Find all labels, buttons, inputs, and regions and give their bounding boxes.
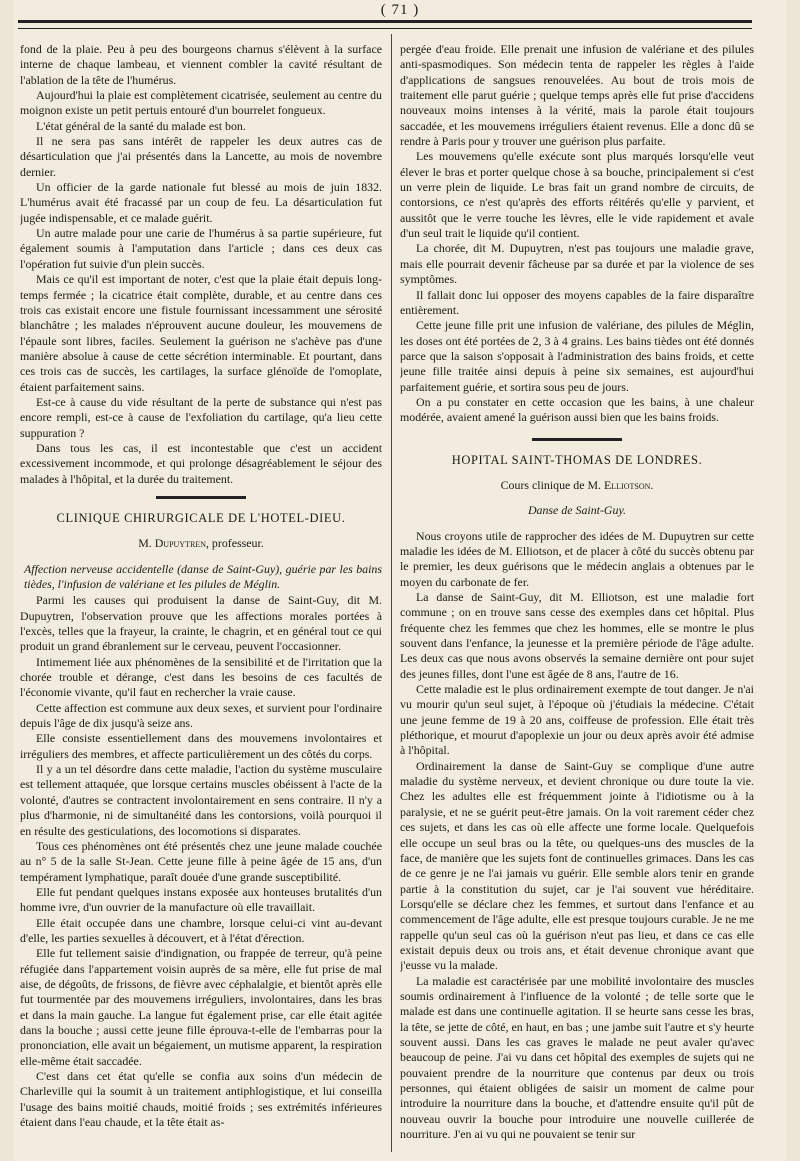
course-title: Cours clinique de M. — [500, 477, 604, 492]
paragraph: Aujourd'hui la plaie est complètement cicatrisée, seulement au centre du moignon existe un petit pertuis entouré d'un bourrelet fongueux. — [20, 88, 382, 118]
paragraph: Est-ce à cause du vide résultant de la perte de substance qui n'est pas encore rempli, est-ce à cause de l'exfoliation du cartilage, qu'a lieu cette suppuration ? — [20, 394, 382, 440]
topic-heading: Danse de Saint-Guy. — [527, 503, 627, 518]
newspaper-page — [14, 0, 786, 1161]
professor-name: M. Dupuytren — [138, 536, 206, 551]
professor-line — [20, 536, 382, 551]
paragraph: Intimement liée aux phénomènes de la sensibilité et de l'irritation que la chorée trouble et dérange, c'est dans les besoins de ces facultés de l'économie vivante, qu'il faut en rechercher la vraie cause. — [20, 654, 382, 700]
paragraph: Un officier de la garde nationale fut blessé au mois de juin 1832. L'humérus avait été fracassé par un coup de feu. La désarticulation fut jugée indispensable, et ce malade guérit. — [20, 180, 382, 225]
section-title-hopital: HOPITAL SAINT-THOMAS DE LONDRES. — [451, 452, 703, 467]
case-title: Affection nerveuse accidentelle (danse de Saint-Guy), guérie par les bains tièdes, l'infusion de valériane et les pilules de Méglin. — [24, 561, 382, 591]
paragraph: Elle fut tellement saisie d'indignation, ou frappée de terreur, qu'à peine réfugiée dans l'appartement voisin auprès de sa mère, elle fut prise de mal aise, de dégoûts, de frissons, de fièvre avec céphalalgie, et bientôt après elle fut tourmentée par des mouvemens irréguliers, involontaires, dans les bras et dans la main gauche. La langue fut également prise, car elle était agitée dans la bouche ; aussi cette jeune fille éprouva-t-elle de l'embarras pour la prononciation, elle avait un bégaiement, un mutisme apparent, la respiration elle-même était saccadée. — [20, 946, 382, 1068]
course-name: Elliotson — [604, 477, 651, 492]
paragraph: fond de la plaie. Peu à peu des bourgeons charnus s'élèvent à la surface interne de chaque lambeau, et viennent combler la cavité résultant de l'ablation de la tête de l'humérus. — [20, 42, 382, 87]
section-title-clinique: CLINIQUE CHIRURGICALE DE L'HOTEL-DIEU. — [56, 510, 346, 525]
paragraph: pergée d'eau froide. Elle prenait une infusion de valériane et des pilules anti-spasmodiques. Son médecin tenta de rappeler les règles à l'aide d'applications de sangsues renouvelées. Au bout de trois mois de traitement elle parut guérie ; quelque temps après elle fut prise d'accidens nouveaux moins intenses à la vérité, mais la parole était toujours saccadée, et les mouvemens irréguliers étaient revenus. Elle a donc dû se rendre à Paris pour y trouver une guérison plus parfaite. — [400, 42, 754, 149]
paragraph: Elle fut pendant quelques instans exposée aux honteuses brutalités d'un homme ivre, d'un ouvrier de la manufacture où elle travaillait. — [20, 884, 382, 915]
paragraph: Cette jeune fille prit une infusion de valériane, des pilules de Méglin, les doses ont été portées de 2, 3 à 4 grains. Les bains tièdes ont été donnés parce que la saison s'opposait à l'administration des bains froids, et cette jeune fille traitée ainsi depuis à peine six semaines, est aujourd'hui parfaitement guérie, et sortira sous peu de jours. — [400, 318, 754, 394]
paragraph: L'état général de la santé du malade est bon. — [36, 118, 246, 133]
paragraph: Parmi les causes qui produisent la danse de Saint-Guy, dit M. Dupuytren, l'observation prouve que les affections morales portées à l'excès, telles que la frayeur, la crainte, le chagrin, et en général tout ce qui produit un grand ébranlement sur le cerveau, peuvent l'occasionner. — [20, 593, 382, 654]
paragraph: Il ne sera pas sans intérêt de rappeler les deux autres cas de désarticulation que j'ai présentés dans la Lancette, au mois de novembre dernier. — [20, 134, 382, 179]
paragraph: Ordinairement la danse de Saint-Guy se complique d'une autre maladie du système nerveux, et devient chronique ou dure toute la vie. Chez les adultes elle est fréquemment jointe à l'idiotisme ou à la paralysie, et ne se guérit peut-être jamais. On la voit rarement céder chez ces sujets, et dans les cas où elle affecte une forme locale. Quelquefois elle occupe un seul bras ou la tête, ou quelques-uns des muscles de la face, de manière que les sujets font de continuelles grimaces. Dans les cas de ce genre je ne l'ai jamais vu guérir. Elle semble alors tenir en grande partie à la constitution du sujet, car je l'ai souvent vue héréditaire. Lorsqu'elle se déclare chez les femmes, et surtout dans l'enfance et au commencement de l'âge adulte, elle est presque toujours curable. Je ne me rappelle qu'un seul cas où la guérison n'eut pas lieu, et dans ce cas elle existait depuis deux ou trois ans, et était devenue chronique avant que j'eusse vu la malade. — [400, 758, 754, 973]
paragraph: Elle consiste essentiellement dans des mouvemens involontaires et irréguliers des membres, et affecte particulièrement un des côtés du corps. — [20, 731, 382, 761]
paragraph: Nous croyons utile de rapprocher des idées de M. Dupuytren sur cette maladie les idées de M. Elliotson, et de placer à côté du succès obtenu par le premier, les deux guérisons que le médecin anglais a obtenues par le moyen du carbonate de fer. — [400, 528, 754, 589]
professor-role: , professeur. — [205, 536, 264, 551]
paragraph: Cette affection est commune aux deux sexes, et survient pour l'ordinaire depuis l'âge de dix jusqu'à seize ans. — [20, 700, 382, 731]
top-double-rule — [18, 20, 752, 29]
left-column — [20, 42, 382, 1154]
right-column — [400, 42, 754, 1154]
course-end: . — [650, 477, 654, 492]
paragraph: Il y a un tel désordre dans cette maladie, l'action du système musculaire est tellement attaquée, que lorsque certains muscles obéissent à l'acte de la volonté, d'autres se contractent involontairement en sens contraire. Il n'y a plus d'harmonie, ni de simultanéité dans les contorsions, voilà pourquoi il en résulte des gesticulations, des locomotions si disparates. — [20, 762, 382, 838]
paragraph: La maladie est caractérisée par une mobilité involontaire des muscles soumis ordinairement à l'influence de la volonté ; de telle sorte que le malade est dans une continuelle agitation. Il se heurte sans cesse les bras, la tête, se jette de côté, en haut, en bas ; une jambe suit l'autre et s'y heurte souvent aussi. Dans les cas graves le malade ne peut avaler qu'avec beaucoup de peine. J'ai vu dans cet hôpital des exemples de sujets qui ne pouvaient prendre de la nourriture que contenus par deux ou trois personnes, qui étaient obligées de saisir un moment de calme pour introduire la nourriture dans la bouche, et d'attendre ensuite qu'il pût de nouveau ouvrir la bouche pour introduire une nouvelle cuillerée de nourriture. J'en ai vu qui ne pouvaient se tenir sur — [400, 973, 754, 1142]
page-number: ( 71 ) — [380, 2, 420, 18]
paragraph: La chorée, dit M. Dupuytren, n'est pas toujours une maladie grave, mais elle pourrait devenir fâcheuse par sa durée et par la violence de ses symptômes. — [400, 241, 754, 287]
paragraph: La danse de Saint-Guy, dit M. Elliotson, est une maladie fort commune ; on en trouve sans cesse des exemples dans cet hôpital. Plus fréquente chez les femmes que chez les hommes, elle se montre le plus souvent dans l'enfance, la jeunesse et la première période de l'âge adulte. Les deux cas que nous avons observés la semaine dernière ont pour sujet des jeunes filles, dont l'une est âgée de 8 ans, l'autre de 16. — [400, 590, 754, 681]
section-separator-rule — [156, 496, 246, 499]
paragraph: Elle était occupée dans une chambre, lorsque celui-ci vint au-devant d'elle, les parties sexuelles à découvert, et à l'état d'érection. — [20, 915, 382, 945]
column-divider — [391, 34, 392, 1152]
paragraph: Les mouvemens qu'elle exécute sont plus marqués lorsqu'elle veut élever le bras et porter quelque chose à sa bouche, principalement si c'est un verre plein de liquide. Le bras fait un grand nombre de circuits, de contorsions, ce n'est qu'après des efforts réitérés qu'elle y parvient, et aussitôt que le verre touche les lèvres, elle le vide rapidement et avale d'un seul trait le liquide qu'il contient. — [400, 149, 754, 241]
paragraph: Dans tous les cas, il est incontestable que c'est un accident excessivement incommode, et qui prolonge désagréablement le séjour des malades à l'hôpital, et la durée du traitement. — [20, 440, 382, 486]
paragraph: Tous ces phénomènes ont été présentés chez une jeune malade couchée au n° 5 de la salle St-Jean. Cette jeune fille à peine âgée de 15 ans, d'un tempérament lymphatique, paraît douée d'une grande susceptibilité. — [20, 838, 382, 884]
paragraph: C'est dans cet état qu'elle se confia aux soins d'un médecin de Charleville qui la soumit à un traitement antiphlogistique, et lui conseilla l'usage des bains moitié chauds, moitié froids ; ses extrémités inférieures étaient dans l'eau chaude, et la tête était as- — [20, 1069, 382, 1130]
section-separator-rule — [532, 438, 622, 441]
paragraph: Mais ce qu'il est important de noter, c'est que la plaie était depuis long-temps fermée ; la cicatrice était complète, durable, et au centre dans ces trois cas existait encore une fistule fournissant incessamment une sérosité blanchâtre ; les malades n'éprouvent aucune douleur, les mouvemens de l'épaule sont libres, faciles. Seulement la guérison ne s'achève pas d'une manière absolue à cause de cette sécrétion interminable. Et pourtant, dans ces trois cas de succès, les cartilages, la surface glénoïde de l'omoplate, étaient parfaitement sains. — [20, 272, 382, 394]
paragraph: Cette maladie est le plus ordinairement exempte de tout danger. Je n'ai vu mourir qu'un seul sujet, à l'époque où j'étudiais la médecine. C'était une jeune femme de 19 à 20 ans, coiffeuse de profession. Elle était très pléthorique, et mourut d'apoplexie un jour ou deux après avoir été admise à l'hôpital. — [400, 682, 754, 758]
paragraph: Il fallait donc lui opposer des moyens capables de la faire disparaître entièrement. — [400, 287, 754, 317]
paragraph: Un autre malade pour une carie de l'humérus à sa partie supérieure, fut également soumis à l'amputation dans l'article ; dans ces deux cas l'opération fut suivie d'un plein succès. — [20, 226, 382, 271]
paragraph: On a pu constater en cette occasion que les bains, à une chaleur modérée, avaient amené la guérison aussi bien que les bains froids. — [400, 394, 754, 425]
course-line — [400, 478, 754, 493]
